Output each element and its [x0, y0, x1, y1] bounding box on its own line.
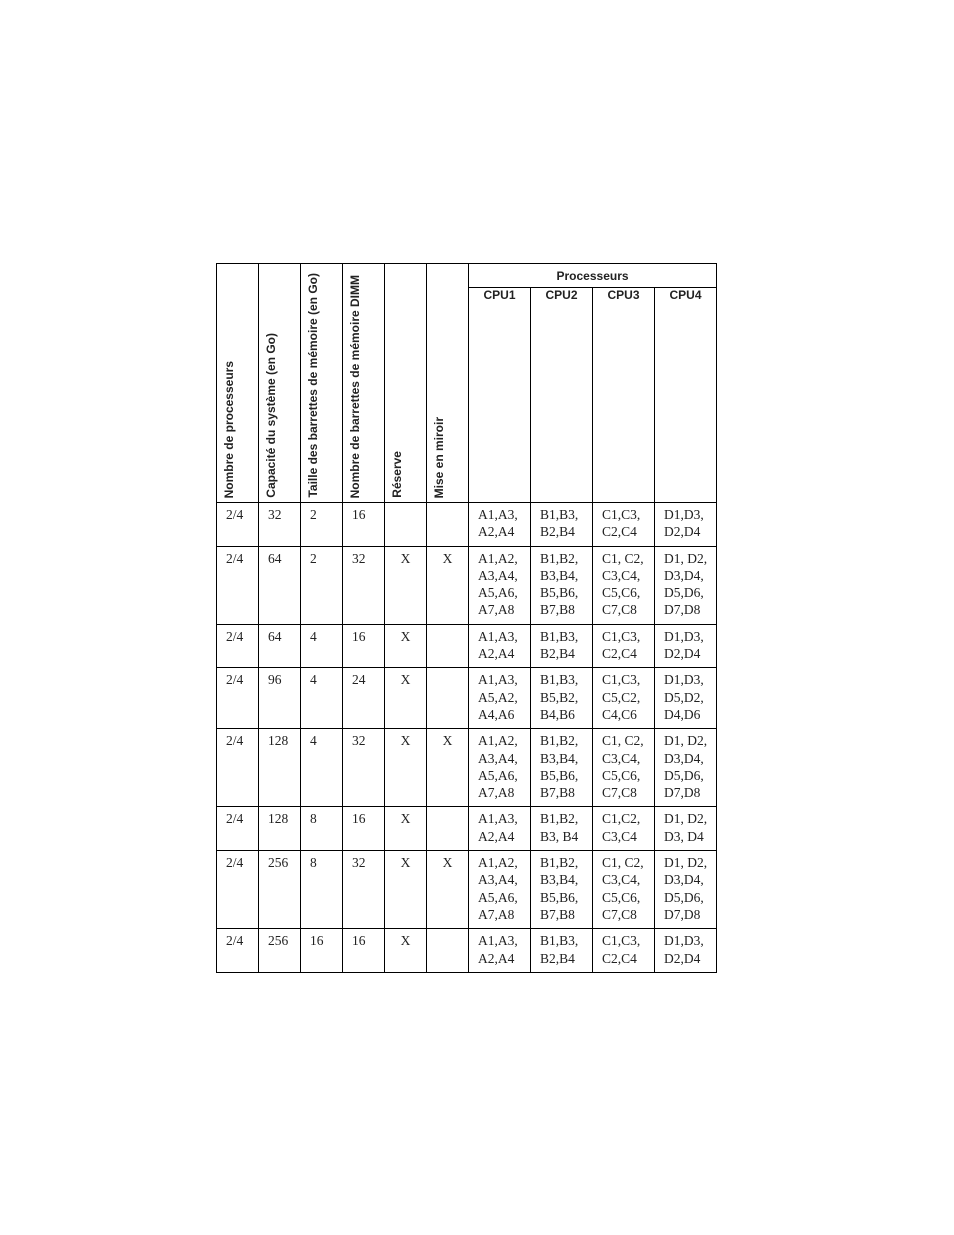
cell-spare: X: [385, 929, 427, 973]
header-system-capacity: Capacité du système (en Go): [259, 264, 301, 503]
cell-cpu1-slots: A1,A3, A2,A4: [469, 929, 531, 973]
cell-system-capacity: 256: [259, 851, 301, 929]
cell-system-capacity: 128: [259, 729, 301, 807]
table-row: [217, 807, 717, 851]
cell-cpu2-slots: B1,B3, B2,B4: [531, 929, 593, 973]
cell-mirror: [427, 503, 469, 547]
cell-cpu1-slots: A1,A3, A2,A4: [469, 624, 531, 668]
table-row: [217, 546, 717, 624]
header-mirror: Mise en miroir: [427, 264, 469, 503]
cell-dimm-count: 32: [343, 851, 385, 929]
cell-cpu1-slots: A1,A2, A3,A4, A5,A6, A7,A8: [469, 729, 531, 807]
header-spare: Réserve: [385, 264, 427, 503]
cell-cpu3-slots: C1, C2, C3,C4, C5,C6, C7,C8: [593, 851, 655, 929]
cell-cpu2-slots: B1,B3, B2,B4: [531, 624, 593, 668]
cell-cpu2-slots: B1,B2, B3,B4, B5,B6, B7,B8: [531, 546, 593, 624]
cell-system-capacity: 32: [259, 503, 301, 547]
cell-dimm-count: 24: [343, 668, 385, 729]
table-row: [217, 668, 717, 729]
cell-mirror: [427, 807, 469, 851]
cell-cpu1-slots: A1,A2, A3,A4, A5,A6, A7,A8: [469, 546, 531, 624]
cell-cpu2-slots: B1,B2, B3,B4, B5,B6, B7,B8: [531, 851, 593, 929]
cell-spare: X: [385, 807, 427, 851]
cell-mirror: [427, 624, 469, 668]
cell-cpu1-slots: A1,A3, A2,A4: [469, 807, 531, 851]
table-body: [217, 503, 717, 973]
cell-cpu4-slots: D1, D2, D3,D4, D5,D6, D7,D8: [655, 729, 717, 807]
cell-dimm-count: 16: [343, 503, 385, 547]
cell-dimm-size: 8: [301, 851, 343, 929]
cell-dimm-size: 16: [301, 929, 343, 973]
cell-spare: X: [385, 624, 427, 668]
cell-mirror: X: [427, 546, 469, 624]
cell-spare: X: [385, 851, 427, 929]
cell-processors-count: 2/4: [217, 546, 259, 624]
cell-spare: X: [385, 546, 427, 624]
cell-cpu3-slots: C1,C2, C3,C4: [593, 807, 655, 851]
cell-mirror: [427, 668, 469, 729]
memory-configuration-table: [216, 263, 717, 973]
cell-cpu1-slots: A1,A3, A2,A4: [469, 503, 531, 547]
cell-dimm-count: 16: [343, 929, 385, 973]
table-row: [217, 929, 717, 973]
cell-mirror: [427, 929, 469, 973]
cell-cpu2-slots: B1,B3, B5,B2, B4,B6: [531, 668, 593, 729]
cell-cpu2-slots: B1,B2, B3, B4: [531, 807, 593, 851]
header-dimm-size: Taille des barrettes de mémoire (en Go): [301, 264, 343, 503]
cell-cpu2-slots: B1,B3, B2,B4: [531, 503, 593, 547]
cell-cpu1-slots: A1,A2, A3,A4, A5,A6, A7,A8: [469, 851, 531, 929]
cell-spare: X: [385, 729, 427, 807]
cell-system-capacity: 96: [259, 668, 301, 729]
cell-processors-count: 2/4: [217, 668, 259, 729]
cell-mirror: X: [427, 851, 469, 929]
header-cpu2: CPU2: [531, 288, 593, 503]
cell-processors-count: 2/4: [217, 624, 259, 668]
cell-cpu3-slots: C1,C3, C2,C4: [593, 624, 655, 668]
cell-cpu3-slots: C1,C3, C2,C4: [593, 929, 655, 973]
cell-cpu3-slots: C1, C2, C3,C4, C5,C6, C7,C8: [593, 729, 655, 807]
cell-processors-count: 2/4: [217, 807, 259, 851]
cell-system-capacity: 64: [259, 624, 301, 668]
cell-spare: X: [385, 668, 427, 729]
table-row: [217, 624, 717, 668]
cell-dimm-size: 4: [301, 729, 343, 807]
header-processors-group: Processeurs: [469, 264, 717, 288]
cell-dimm-size: 4: [301, 624, 343, 668]
cell-dimm-count: 16: [343, 807, 385, 851]
header-processors-count: Nombre de processeurs: [217, 264, 259, 503]
header-dimm-count: Nombre de barrettes de mémoire DIMM: [343, 264, 385, 503]
cell-processors-count: 2/4: [217, 929, 259, 973]
header-cpu3: CPU3: [593, 288, 655, 503]
cell-cpu2-slots: B1,B2, B3,B4, B5,B6, B7,B8: [531, 729, 593, 807]
cell-processors-count: 2/4: [217, 503, 259, 547]
cell-cpu1-slots: A1,A3, A5,A2, A4,A6: [469, 668, 531, 729]
cell-cpu4-slots: D1,D3, D2,D4: [655, 624, 717, 668]
header-cpu1: CPU1: [469, 288, 531, 503]
cell-cpu4-slots: D1, D2, D3,D4, D5,D6, D7,D8: [655, 546, 717, 624]
cell-system-capacity: 64: [259, 546, 301, 624]
cell-dimm-size: 2: [301, 546, 343, 624]
table-row: [217, 729, 717, 807]
cell-dimm-count: 16: [343, 624, 385, 668]
cell-cpu4-slots: D1, D2, D3, D4: [655, 807, 717, 851]
cell-dimm-size: 8: [301, 807, 343, 851]
cell-dimm-count: 32: [343, 729, 385, 807]
cell-dimm-count: 32: [343, 546, 385, 624]
cell-cpu3-slots: C1,C3, C5,C2, C4,C6: [593, 668, 655, 729]
table-row: [217, 503, 717, 547]
cell-system-capacity: 256: [259, 929, 301, 973]
cell-cpu4-slots: D1, D2, D3,D4, D5,D6, D7,D8: [655, 851, 717, 929]
cell-cpu3-slots: C1, C2, C3,C4, C5,C6, C7,C8: [593, 546, 655, 624]
cell-dimm-size: 4: [301, 668, 343, 729]
cell-cpu4-slots: D1,D3, D5,D2, D4,D6: [655, 668, 717, 729]
cell-dimm-size: 2: [301, 503, 343, 547]
cell-cpu4-slots: D1,D3, D2,D4: [655, 929, 717, 973]
cell-system-capacity: 128: [259, 807, 301, 851]
header-cpu4: CPU4: [655, 288, 717, 503]
cell-cpu4-slots: D1,D3, D2,D4: [655, 503, 717, 547]
cell-processors-count: 2/4: [217, 729, 259, 807]
cell-spare: [385, 503, 427, 547]
cell-mirror: X: [427, 729, 469, 807]
table-row: [217, 851, 717, 929]
cell-processors-count: 2/4: [217, 851, 259, 929]
cell-cpu3-slots: C1,C3, C2,C4: [593, 503, 655, 547]
